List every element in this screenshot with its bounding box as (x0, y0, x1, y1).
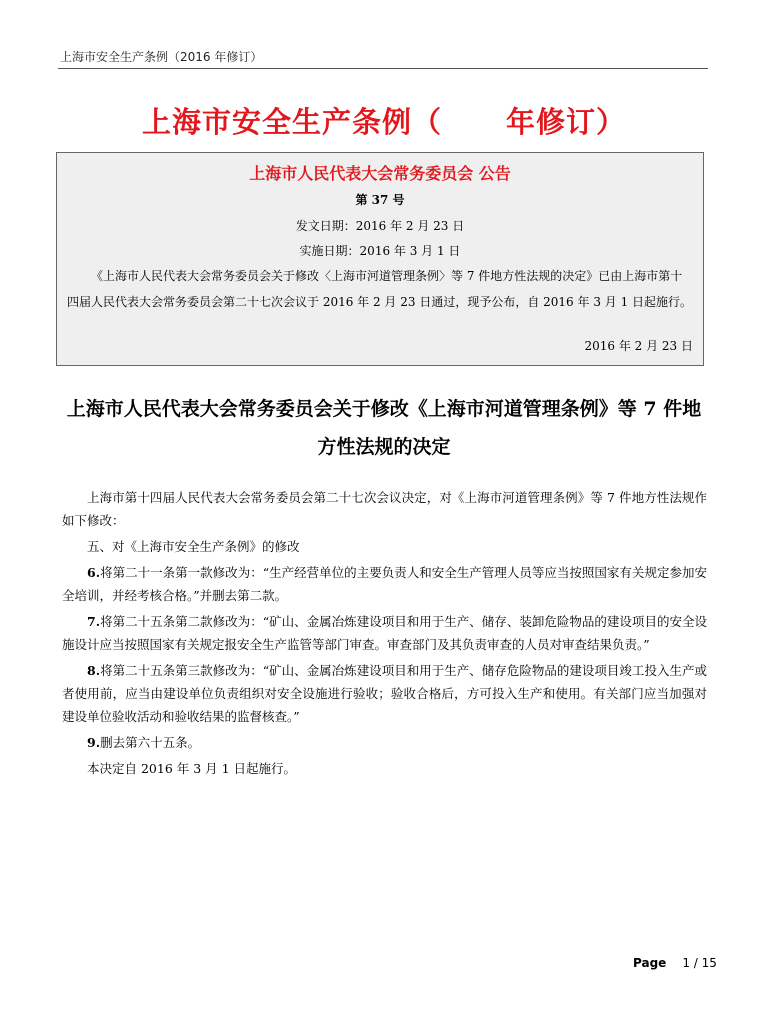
announcement-body: 《上海市人民代表大会常务委员会关于修改〈上海市河道管理条例〉等 7 件地方性法规的决定》已由上海市第十四届人民代表大会常务委员会第二十七次会议于 2016 年 2 月 23 日通过，现予公布，自 2016 年 3 月 1 日起施行。 (67, 269, 693, 309)
decision-title: 上海市人民代表大会常务委员会关于修改《上海市河道管理条例》等 7 件地方性法规的决定 (66, 398, 702, 458)
item-text: 将第二十五条第三款修改为：“矿山、金属冶炼建设项目和用于生产、储存危险物品的建设项目竣工投入生产或者使用前，应当由建设单位负责组织对安全设施进行验收；验收合格后，方可投入生产和使用。有关部门应当加强对建设单位验收活动和验收结果的监督核查。” (62, 663, 707, 724)
announcement-number: 第 37 号 (355, 193, 405, 207)
item-text: 将第二十一条第一款修改为：“生产经营单位的主要负责人和安全生产管理人员等应当按照国家有关规定参加安全培训，并经考核合格。”并删去第二款。 (62, 565, 707, 603)
decision-intro: 上海市第十四届人民代表大会常务委员会第二十七次会议决定，对《上海市河道管理条例》等 7 件地方性法规作如下修改： (62, 490, 707, 528)
item-number: 8. (87, 663, 101, 678)
announcement-sign-date: 2016 年 2 月 23 日 (584, 339, 693, 353)
announcement-title: 上海市人民代表大会常务委员会 公告 (249, 164, 511, 183)
running-header: 上海市安全生产条例（2016 年修订） (60, 50, 263, 64)
decision-body (62, 486, 707, 783)
item-text: 删去第六十五条。 (100, 735, 201, 750)
document-title (0, 100, 768, 141)
amendment-item (62, 659, 707, 728)
document-title-part2: 年修订） (506, 105, 627, 139)
amendment-item (62, 731, 707, 754)
issue-date: 发文日期：2016 年 2 月 23 日 (295, 219, 465, 233)
amendment-item (62, 561, 707, 607)
item-text: 将第二十五条第二款修改为：“矿山、金属冶炼建设项目和用于生产、储存、装卸危险物品的建设项目的安全设施设计应当按照国家有关规定报安全生产监管等部门审查。审查部门及其负责审查的人员对审查结果负责。” (62, 614, 707, 652)
page-label: Page (633, 956, 667, 970)
item-number: 7. (87, 614, 101, 629)
section-heading: 五、对《上海市安全生产条例》的修改 (87, 539, 300, 554)
page-number: 1 / 15 (682, 956, 717, 970)
announcement-box (56, 152, 704, 366)
item-number: 6. (87, 565, 101, 580)
header-rule (58, 68, 708, 69)
amendment-item (62, 610, 707, 656)
effective-date: 实施日期：2016 年 3 月 1 日 (299, 244, 461, 258)
item-number: 9. (87, 735, 101, 750)
document-title-part1: 上海市安全生产条例（ (141, 105, 442, 139)
page-footer (633, 956, 717, 970)
closing-statement: 本决定自 2016 年 3 月 1 日起施行。 (87, 761, 297, 776)
